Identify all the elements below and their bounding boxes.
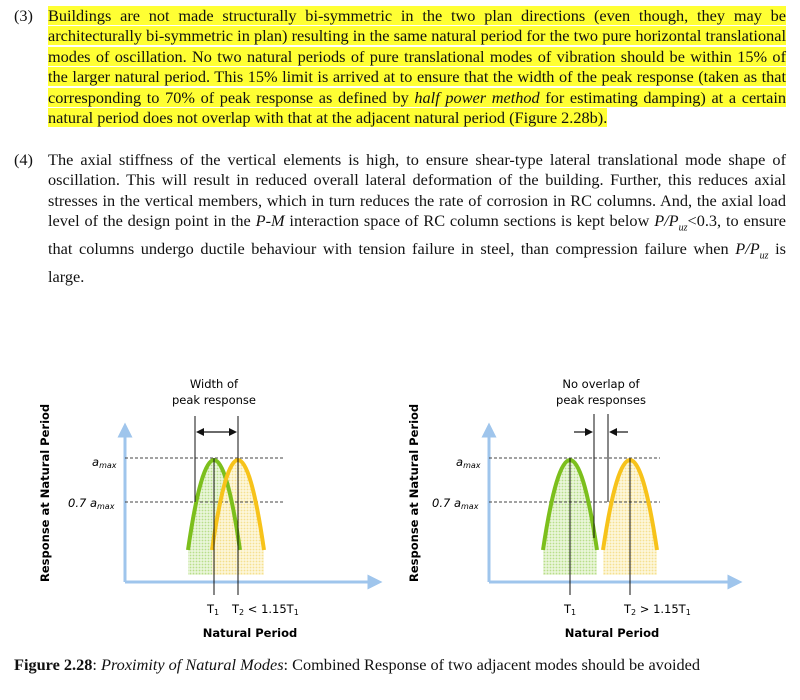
left-07amax-label: 0.7 amax (68, 496, 115, 511)
figure-2-28 (0, 350, 800, 650)
item-4-ratio-2: P/P (735, 238, 760, 258)
caption-title: Proximity of Natural Modes (101, 655, 284, 674)
item-4-ratio-2-sub: uz (759, 250, 769, 262)
left-panel (38, 377, 375, 640)
item-4-ratio-1-sub: uz (678, 222, 688, 234)
left-annotation-1: Width of (189, 377, 239, 391)
item-4-text-b: interaction space of RC column sections is kept below (284, 211, 655, 231)
item-3 (14, 6, 786, 128)
caption-label: Figure 2.28 (14, 655, 93, 674)
item-4-text (48, 150, 786, 287)
right-xlabel: Natural Period (564, 626, 660, 640)
item-4-pm: P-M (255, 211, 285, 231)
item-3-text-main: Buildings are not made structurally bi-symmetric in the two plan directions (even though, they may be architecturally bi-symmetric in plan) resulting in the same natural period for the two pure horizontal translational modes of oscillation. No two natural periods of pure translational modes of vibration should be within 15% of the larger natural period. This 15% limit is arrived at to ensure that the width of the peak response (taken as that corresponding to 70% of peak response as defined by (48, 6, 786, 107)
right-arrow-in-right (609, 428, 617, 436)
item-4-text-a: The axial stiffness of the vertical elements is high, to ensure shear-type lateral translational mode shape of oscillation. This will result in reduced overall lateral deformation of the building. Further, this reduces axial stresses in the vertical members, which in turn reduces the rate of corrosion in RC columns. And, the axial load level of the design point in the (48, 150, 786, 231)
right-t1-label: T1 (564, 602, 577, 617)
item-4-text-d: is large. (48, 238, 786, 286)
left-xlabel: Natural Period (202, 626, 298, 640)
right-arrow-in-left (585, 428, 593, 436)
right-annotation-2: peak responses (556, 393, 646, 407)
right-07amax-label: 0.7 amax (432, 496, 479, 511)
right-t2-label: T2 > 1.15T1 (624, 602, 691, 617)
item-3-text-end: for estimating damping) at a certain natural period does not overlap with that at the adjacent natural period (Figure 2.28b). (48, 87, 786, 128)
item-4-ratio-1: P/P (654, 211, 679, 231)
right-panel (407, 377, 735, 640)
item-3-number: (3) (14, 6, 33, 25)
right-ylabel: Response at Natural Period (407, 403, 421, 582)
left-amax-label: amax (92, 455, 117, 470)
item-4-number: (4) (14, 150, 33, 169)
caption-sep: : (92, 655, 101, 674)
right-amax-label: amax (456, 455, 481, 470)
right-annotation-1: No overlap of (562, 377, 640, 391)
left-t1-label: T1 (207, 602, 220, 617)
left-ylabel: Response at Natural Period (38, 403, 52, 582)
left-t2-label: T2 < 1.15T1 (232, 602, 299, 617)
item-4-text-c: <0.3, to ensure that columns undergo ductile behaviour with tension failure in steel, than compression failure when (48, 211, 786, 258)
item-3-text (48, 6, 786, 128)
item-4 (14, 150, 786, 287)
caption-rest: : Combined Response of two adjacent modes should be avoided (283, 655, 700, 674)
figure-caption (14, 655, 786, 675)
item-3-emphasis: half power method (414, 87, 540, 107)
left-annotation-2: peak response (172, 393, 256, 407)
